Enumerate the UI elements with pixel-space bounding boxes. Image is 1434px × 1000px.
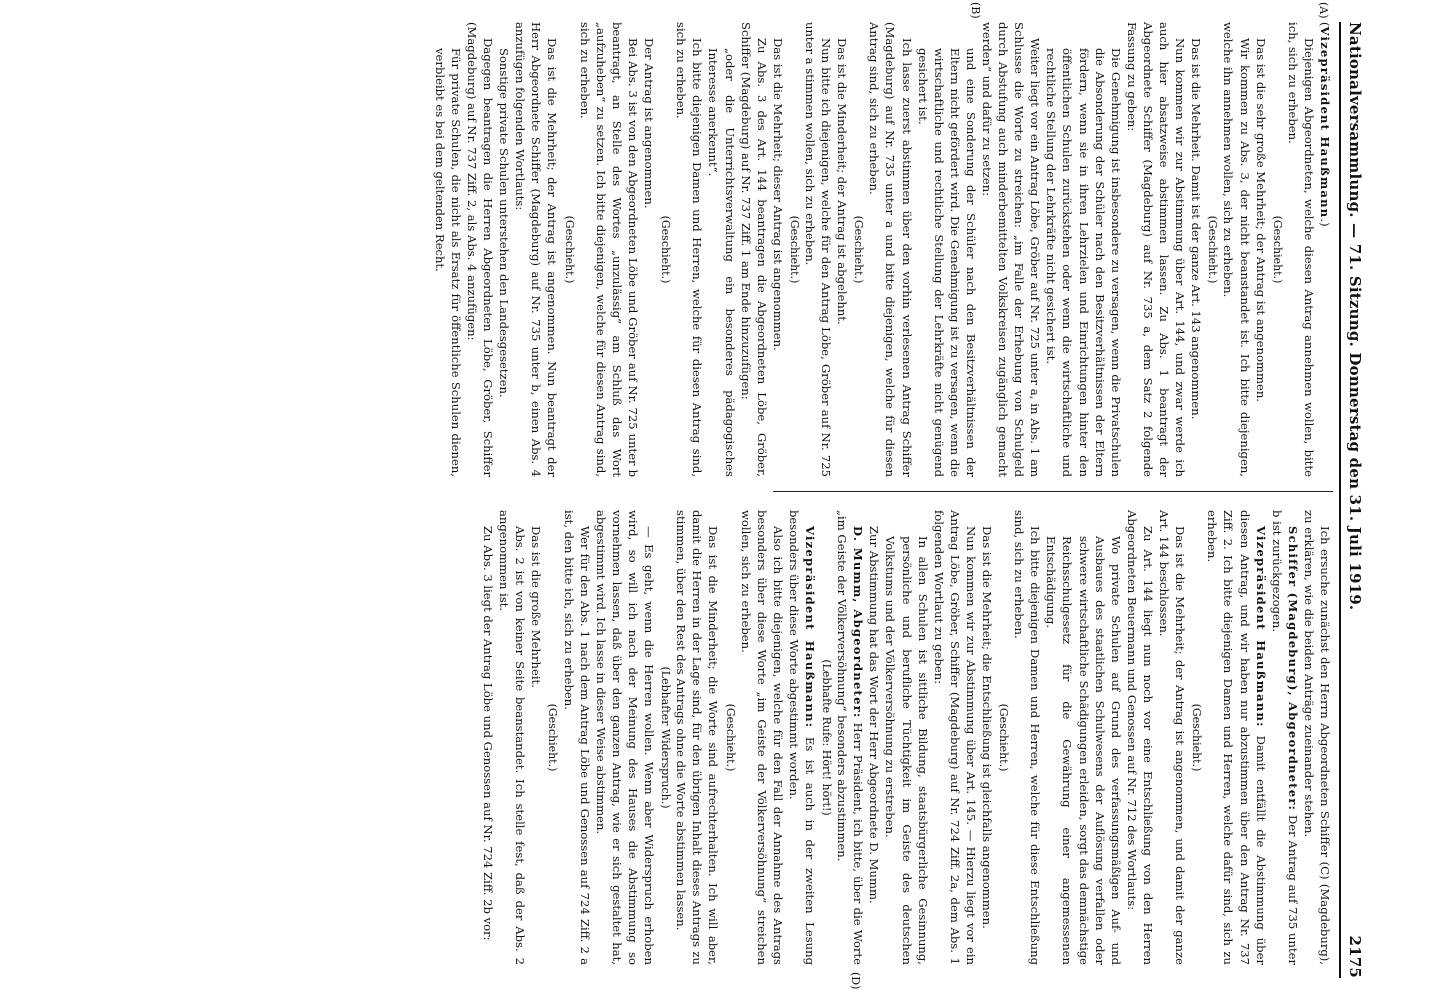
quoted-text: und eine Sonderung der Schüler nach den Besitzverhältnissen der Eltern nicht gefördert wird. Die Genehmigung ist zu versagen, wenn die wirtschaftliche und rechtliche Stellung der Lehrkräfte nicht genügend gesichert ist. [915,48,978,477]
stage-direction: (Geschieht.) [723,703,737,772]
paragraph: Vizepräsident Haußmann: Damit entfällt die Abstimmung über diesen Antrag, und wir haben nur abzustimmen über den Antrag Nr. 737 Ziff. 2. Ich bitte diejenigen Damen und Herren, welche dafür sind, sich zu erheben. [1205,510,1268,966]
quoted-text: Die Genehmigung ist insbesondere zu versagen, wenn die Privatschulen die Absonderung der Schüler nach den Besitzverhältnissen der Eltern fördern, wenn sie in ihren Lehrzielen und Einrichtungen hinter den öffentlichen Schulen zurückstehen oder wenn die wirtschaftliche und rechtliche Stellung der Lehrkräfte nicht gesichert ist. [1044,48,1123,477]
paragraph: — Es geht, wenn die Herren wollen. Wenn aber Widerspruch erhoben wird, so will ich nach der Meinung des Hauses die Abstimmung so vornehmen lassen, daß über den ganzen Antrag, wie er sich gestaltet hat, abgestimmt wird. Ich lasse in dieser Weise abstimmen. [593,510,657,965]
quoted-text: Wo private Schulen auf Grund des verfassungsmäßigen Auf- und Ausbaues des staatlichen Schulwesens der Auflösung verfallen oder schwere wirtschaftliche Schädigungen erleiden, sorgt das demnächstige Reichsschulgesetz für die Gewährung einer angemessenen Entschädigung. [1044,536,1123,965]
paragraph: Das ist die Mehrheit; dieser Antrag ist angenommen. [770,38,785,351]
margin-marker-d: (D) [849,972,862,990]
paragraph: Dagegen beantragen die Herren Abgeordneten Löbe, Gröber, Schiffer (Magdeburg) auf Nr. 737 Ziff. 2, als Abs. 4 anzufügen: [465,22,496,477]
quoted-text: Sonstige private Schulen unterstehen den Landesgesetzen. [497,48,512,398]
paragraph: Wer für den Abs. 1 nach dem Antrag Löbe und Genossen auf 724 Ziff. 2 a ist, den bitte ich, sich zu erheben. [561,510,592,965]
quoted-text: Für private Schulen, die nicht als Ersatz für öffentliche Schulen dienen, verbleibt es bei dem geltenden Recht. [432,48,463,477]
paragraph: Nun kommen wir zur Abstimmung über Art. 144, und zwar werde ich auch hier absatzweise abstimmen lassen. Zu Abs. 1 beantragt der Abgeordnete Schiffer (Magdeburg) auf Nr. 735 a, dem Satz 2 folgende Fassung zu geben: [1124,22,1188,477]
paragraph: Der Antrag ist angenommen. [642,38,657,209]
paragraph: Vizepräsident Haußmann: Es ist auch in der zweiten Lesung besonders über diese Worte abgestimmt worden. [786,510,817,966]
paragraph: Zu Art. 144 liegt nun noch vor eine Entschließung von den Herren Abgeordneten Beuermann und Genossen auf Nr. 712 des Wortlauts: [1124,510,1155,965]
paragraph: Ich bitte diejenigen Damen und Herren, welche für diese Entschließung sind, sich zu erheben. [1012,510,1043,965]
paragraph: Das ist die Mehrheit. Damit ist der ganze Art. 143 angenommen. [1189,38,1204,420]
margin-marker-a: (A) [1317,2,1330,19]
header-rule [1339,22,1341,978]
paragraph: Schiffer (Magdeburg), Abgeordneter: Der Antrag auf 735 unter b ist zurückgezogen. [1269,510,1300,966]
header-title: Nationalversammlung. — 71. Sitzung. Donnerstag den 31. Juli 1919. [1346,22,1364,611]
stage-direction: (Geschieht.) [787,215,801,284]
paragraph: Das ist die Minderheit; der Antrag ist abgelehnt. [835,38,850,325]
paragraph: (Vizepräsident Haußmann.) [1318,22,1332,227]
paragraph: Zur Abstimmung hat das Wort der Herr Abgeordnete D. Mumm. [867,526,882,904]
paragraph: Das ist die Mehrheit; der Antrag ist angenommen. Nun beantragt der Herr Abgeordnete Schiffer (Magdeburg) auf Nr. 735 unter b, einen Abs. 4 anzufügen folgenden Wortlauts: [513,22,560,477]
stage-direction: (Geschieht.) [1190,703,1204,772]
paragraph: Das ist die Mehrheit; die Entschließung ist gleichfalls angenommen. [980,526,995,929]
stage-direction: (Geschieht.) [546,703,560,772]
paragraph: Ich ersuche zunächst den Herrn Abgeordneten Schiffer (C) (Magdeburg), zu erklären, wie die beiden Anträge zueinander stehen. [1301,510,1332,965]
paragraph: D. Mumm, Abgeordneter: Herr Präsident, ich bitte, über die Worte „im Geiste der Völkerversöhnung“ besonders abzustimmen. [835,510,866,966]
page-number: 2175 [1346,935,1364,978]
paragraph: Das ist die Minderheit; die Worte sind aufrechterhalten. Ich will aber, damit die Herren in der Lage sind, für den übrigen Inhalt dieses Antrags zu stimmen, über den Rest des Antrags ohne die Worte abstimmen lassen. [674,510,721,965]
paragraph: Diejenigen Abgeordneten, welche diesen Antrag annehmen wollen, bitte ich, sich zu erheben. [1285,22,1316,477]
page-header [1343,22,1367,978]
paragraph: Das ist die sehr große Mehrheit; der Antrag ist angenommen. [1253,38,1268,402]
paragraph: Wir kommen zu Abs. 3, der nicht beanstandet ist. Ich bitte diejenigen, welche ihn annehmen wollen, sich zu erheben. [1221,22,1252,477]
stage-direction: (Geschieht.) [997,703,1011,772]
quoted-text: In allen Schulen ist sittliche Bildung, staatsbürgerliche Gesinnung, persönliche und berufliche Tüchtigkeit im Geiste des deutschen Volkstums und der Völkerversöhnung zu erstreben. [883,536,930,965]
margin-marker-b: (B) [969,2,982,19]
quoted-text: „oder die Unterrichtsverwaltung ein besonderes pädagogisches Interesse anerkennt“. [706,48,737,477]
stage-direction: (Geschieht.) [562,215,576,284]
paragraph: Abs. 2 ist von keiner Seite beanstandet. Ich stelle fest, daß der Abs. 2 angenommen ist. [497,510,528,965]
paragraph: Das ist die Mehrheit; der Antrag ist angenommen, und damit der ganze Art. 144 beschlossen. [1157,510,1188,965]
paragraph: Zu Abs. 3 liegt der Antrag Löbe und Genossen auf Nr. 724 Ziff. 2b vor: [481,526,496,941]
stage-direction: (Geschieht.) [1270,215,1284,284]
column-divider [773,491,1333,492]
left-column [71,2,1333,477]
stage-direction: (Lebhafte Rufe: Hört! hört!) [820,659,834,816]
stage-direction: (Lebhafter Widerspruch.) [659,666,673,809]
paragraph: Das ist die große Mehrheit. [529,526,544,688]
paragraph: Nun kommen wir zur Abstimmung über Art. 145. — Hierzu liegt vor ein Antrag Löbe, Gröber, Schiffer (Magdeburg) auf Nr. 724 Ziff. 2a, dem Abs. 1 folgenden Wortlaut zu geben: [931,510,978,965]
paragraph: Nun bitte ich diejenigen, welche für den Antrag Löbe, Gröber auf Nr. 725 unter a stimmen wollen, sich zu erheben. [803,22,834,477]
newspaper-page [67,0,1367,1000]
paragraph: Ich lasse zuerst abstimmen über den vorhin verlesenen Antrag Schiffer (Magdeburg) auf Nr. 735 unter a und bitte diejenigen, welche für diesen Antrag sind, sich zu erheben. [867,22,914,477]
stage-direction: (Geschieht.) [1206,215,1220,284]
paragraph: Zu Abs. 3 des Art. 144 beantragen die Abgeordneten Löbe, Gröber, Schiffer (Magdeburg) auf Nr. 737 Ziff. 1 am Ende hinzuzufügen: [738,22,769,477]
paragraph: Also ich bitte diejenigen, welche für den Fall der Annahme des Antrags besonders über diese Worte „im Geiste der Völkerversöhnung“ streichen wollen, sich zu erheben. [738,510,785,965]
paragraph: Bei Abs. 3 ist von den Abgeordneten Löbe und Gröber auf Nr. 725 unter b beantragt, an Stelle des Wortes „unzulässig“ am Schluß das Wort „aufzuheben“ zu setzen. Ich bitte diejenigen, welche für diesen Antrag sind, sich zu erheben. [577,22,640,477]
stage-direction: (Geschieht.) [659,215,673,284]
paragraph: Ich bitte diejenigen Damen und Herren, welche für diesen Antrag sind, sich zu erheben. [674,22,705,477]
paragraph: Weiter liegt vor ein Antrag Löbe, Gröber auf Nr. 725 unter a, in Abs. 1 am Schlusse die Worte zu streichen: „im Falle der Erhebung von Schulgeld durch Abstufung auch minderbemittelten Volkskreisen zugänglich gemacht werden“ und dafür zu setzen: [980,22,1043,477]
stage-direction: (Geschieht.) [852,215,866,284]
right-column [71,510,1333,990]
